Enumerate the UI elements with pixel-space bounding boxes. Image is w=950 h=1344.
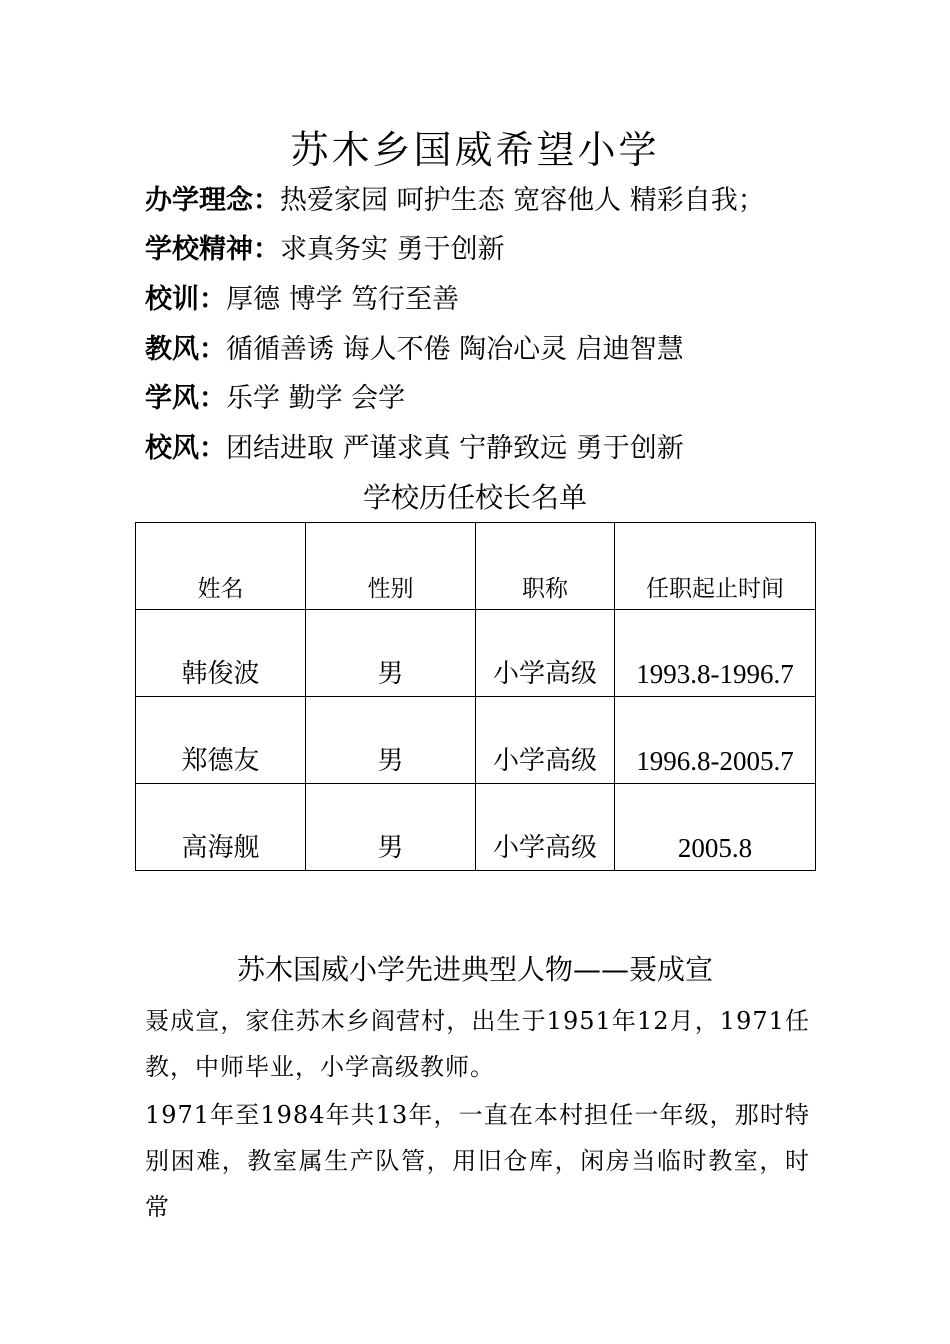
cell-gender: 男 bbox=[306, 697, 476, 784]
principals-table bbox=[135, 522, 816, 871]
cell-title: 小学高级 bbox=[476, 784, 615, 871]
motto-key: 校风： bbox=[145, 433, 226, 464]
cell-name: 高海舰 bbox=[136, 784, 306, 871]
motto-study-style bbox=[145, 381, 405, 417]
motto-value: 乐学 勤学 会学 bbox=[226, 383, 406, 414]
table-row bbox=[136, 697, 816, 784]
motto-value: 团结进取 严谨求真 宁静致远 勇于创新 bbox=[226, 433, 684, 464]
cell-term: 2005.8 bbox=[615, 784, 816, 871]
cell-name: 郑德友 bbox=[136, 697, 306, 784]
cell-gender: 男 bbox=[306, 610, 476, 697]
cell-term: 1993.8-1996.7 bbox=[615, 610, 816, 697]
profile-paragraph-2: 1971年至1984年共13年，一直在本村担任一年级，那时特别困难，教室属生产队管，用旧仓库，闲房当临时教室，时常 bbox=[145, 1101, 810, 1221]
header-gender: 性别 bbox=[306, 523, 476, 610]
motto-value: 热爱家园 呵护生态 宽容他人 精彩自我； bbox=[280, 185, 765, 216]
header-term: 任职起止时间 bbox=[615, 523, 816, 610]
motto-key: 学风： bbox=[145, 383, 226, 414]
cell-name: 韩俊波 bbox=[136, 610, 306, 697]
cell-term: 1996.8-2005.7 bbox=[615, 697, 816, 784]
motto-value: 循循善诱 诲人不倦 陶冶心灵 启迪智慧 bbox=[226, 334, 684, 365]
motto-school-motto bbox=[145, 282, 459, 318]
school-title: 苏木乡国威希望小学 bbox=[290, 128, 660, 172]
table-row bbox=[136, 784, 816, 871]
motto-school-style bbox=[145, 431, 684, 467]
profile-paragraph-1: 聂成宣，家住苏木乡阎营村，出生于1951年12月，1971任教，中师毕业，小学高级教师。 bbox=[145, 1007, 810, 1081]
principals-title: 学校历任校长名单 bbox=[362, 481, 587, 514]
header-name: 姓名 bbox=[136, 523, 306, 610]
header-title: 职称 bbox=[476, 523, 615, 610]
motto-teaching-style bbox=[145, 332, 684, 368]
profile-title: 苏木国威小学先进典型人物——聂成宣 bbox=[236, 953, 713, 986]
table-row bbox=[136, 610, 816, 697]
motto-key: 教风： bbox=[145, 334, 226, 365]
cell-title: 小学高级 bbox=[476, 697, 615, 784]
motto-key: 校训： bbox=[145, 284, 226, 315]
motto-key: 办学理念： bbox=[145, 185, 280, 216]
motto-value: 厚德 博学 笃行至善 bbox=[226, 284, 460, 315]
motto-key: 学校精神： bbox=[145, 234, 280, 265]
motto-spirit bbox=[145, 232, 505, 268]
table-header-row bbox=[136, 523, 816, 610]
cell-gender: 男 bbox=[306, 784, 476, 871]
cell-title: 小学高级 bbox=[476, 610, 615, 697]
motto-philosophy bbox=[145, 183, 765, 219]
motto-value: 求真务实 勇于创新 bbox=[280, 234, 505, 265]
